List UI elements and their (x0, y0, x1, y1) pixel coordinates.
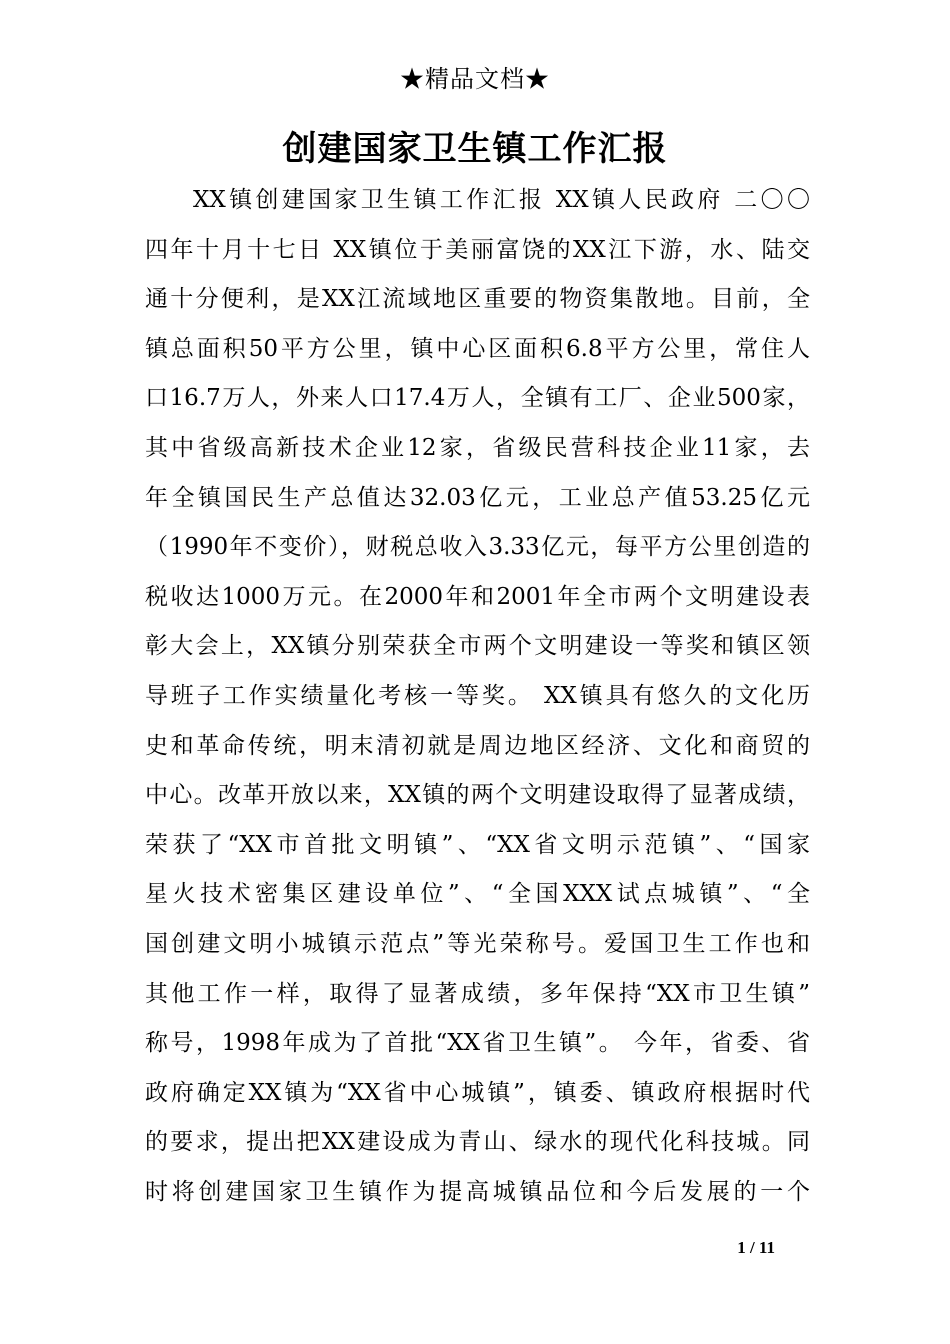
body-line: 彰大会上，XX镇分别荣获全市两个文明建设一等奖和镇区领 (145, 633, 810, 660)
body-line: 的要求，提出把XX建设成为青山、绿水的现代化科技城。同 (145, 1129, 810, 1156)
body-line: 口16.7万人，外来人口17.4万人，全镇有工厂、企业500家， (145, 385, 810, 412)
body-line: XX镇创建国家卫生镇工作汇报 XX镇人民政府 二〇〇 (193, 187, 810, 213)
page-header-banner: ★精品文档★ (400, 65, 550, 93)
body-line: 政府确定XX镇为“XX省中心城镇”，镇委、镇政府根据时代 (145, 1079, 810, 1106)
page-number: 1 / 11 (737, 1238, 775, 1257)
document-title: 创建国家卫生镇工作汇报 (282, 129, 668, 169)
body-line: 其中省级高新技术企业12家，省级民营科技企业11家，去 (145, 434, 810, 461)
document-body (145, 176, 810, 1217)
body-line: 时将创建国家卫生镇作为提高城镇品位和今后发展的一个 (145, 1178, 810, 1205)
body-line: 通十分便利，是XX江流域地区重要的物资集散地。目前，全 (145, 286, 810, 313)
body-line: 年全镇国民生产总值达32.03亿元，工业总产值53.25亿元 (145, 484, 810, 511)
body-line: 中心。改革开放以来，XX镇的两个文明建设取得了显著成绩， (145, 782, 810, 809)
body-line: （1990年不变价），财税总收入3.33亿元，每平方公里创造的 (145, 534, 810, 561)
body-line: 史和革命传统，明末清初就是周边地区经济、文化和商贸的 (145, 732, 810, 759)
body-line: 国创建文明小城镇示范点”等光荣称号。爱国卫生工作也和 (145, 930, 810, 957)
body-line: 星火技术密集区建设单位”、“全国XXX试点城镇”、“全 (145, 881, 810, 908)
body-line: 荣获了“XX市首批文明镇”、“XX省文明示范镇”、“国家 (145, 831, 810, 858)
body-line: 其他工作一样，取得了显著成绩，多年保持“XX市卫生镇” (145, 980, 810, 1007)
body-line: 税收达1000万元。在2000年和2001年全市两个文明建设表 (145, 583, 810, 610)
body-line: 导班子工作实绩量化考核一等奖。 XX镇具有悠久的文化历 (145, 682, 810, 709)
body-line: 镇总面积50平方公里，镇中心区面积6.8平方公里，常住人 (145, 335, 810, 362)
body-line: 称号，1998年成为了首批“XX省卫生镇”。 今年，省委、省 (145, 1030, 810, 1057)
body-line: 四年十月十七日 XX镇位于美丽富饶的XX江下游，水、陆交 (145, 236, 810, 263)
